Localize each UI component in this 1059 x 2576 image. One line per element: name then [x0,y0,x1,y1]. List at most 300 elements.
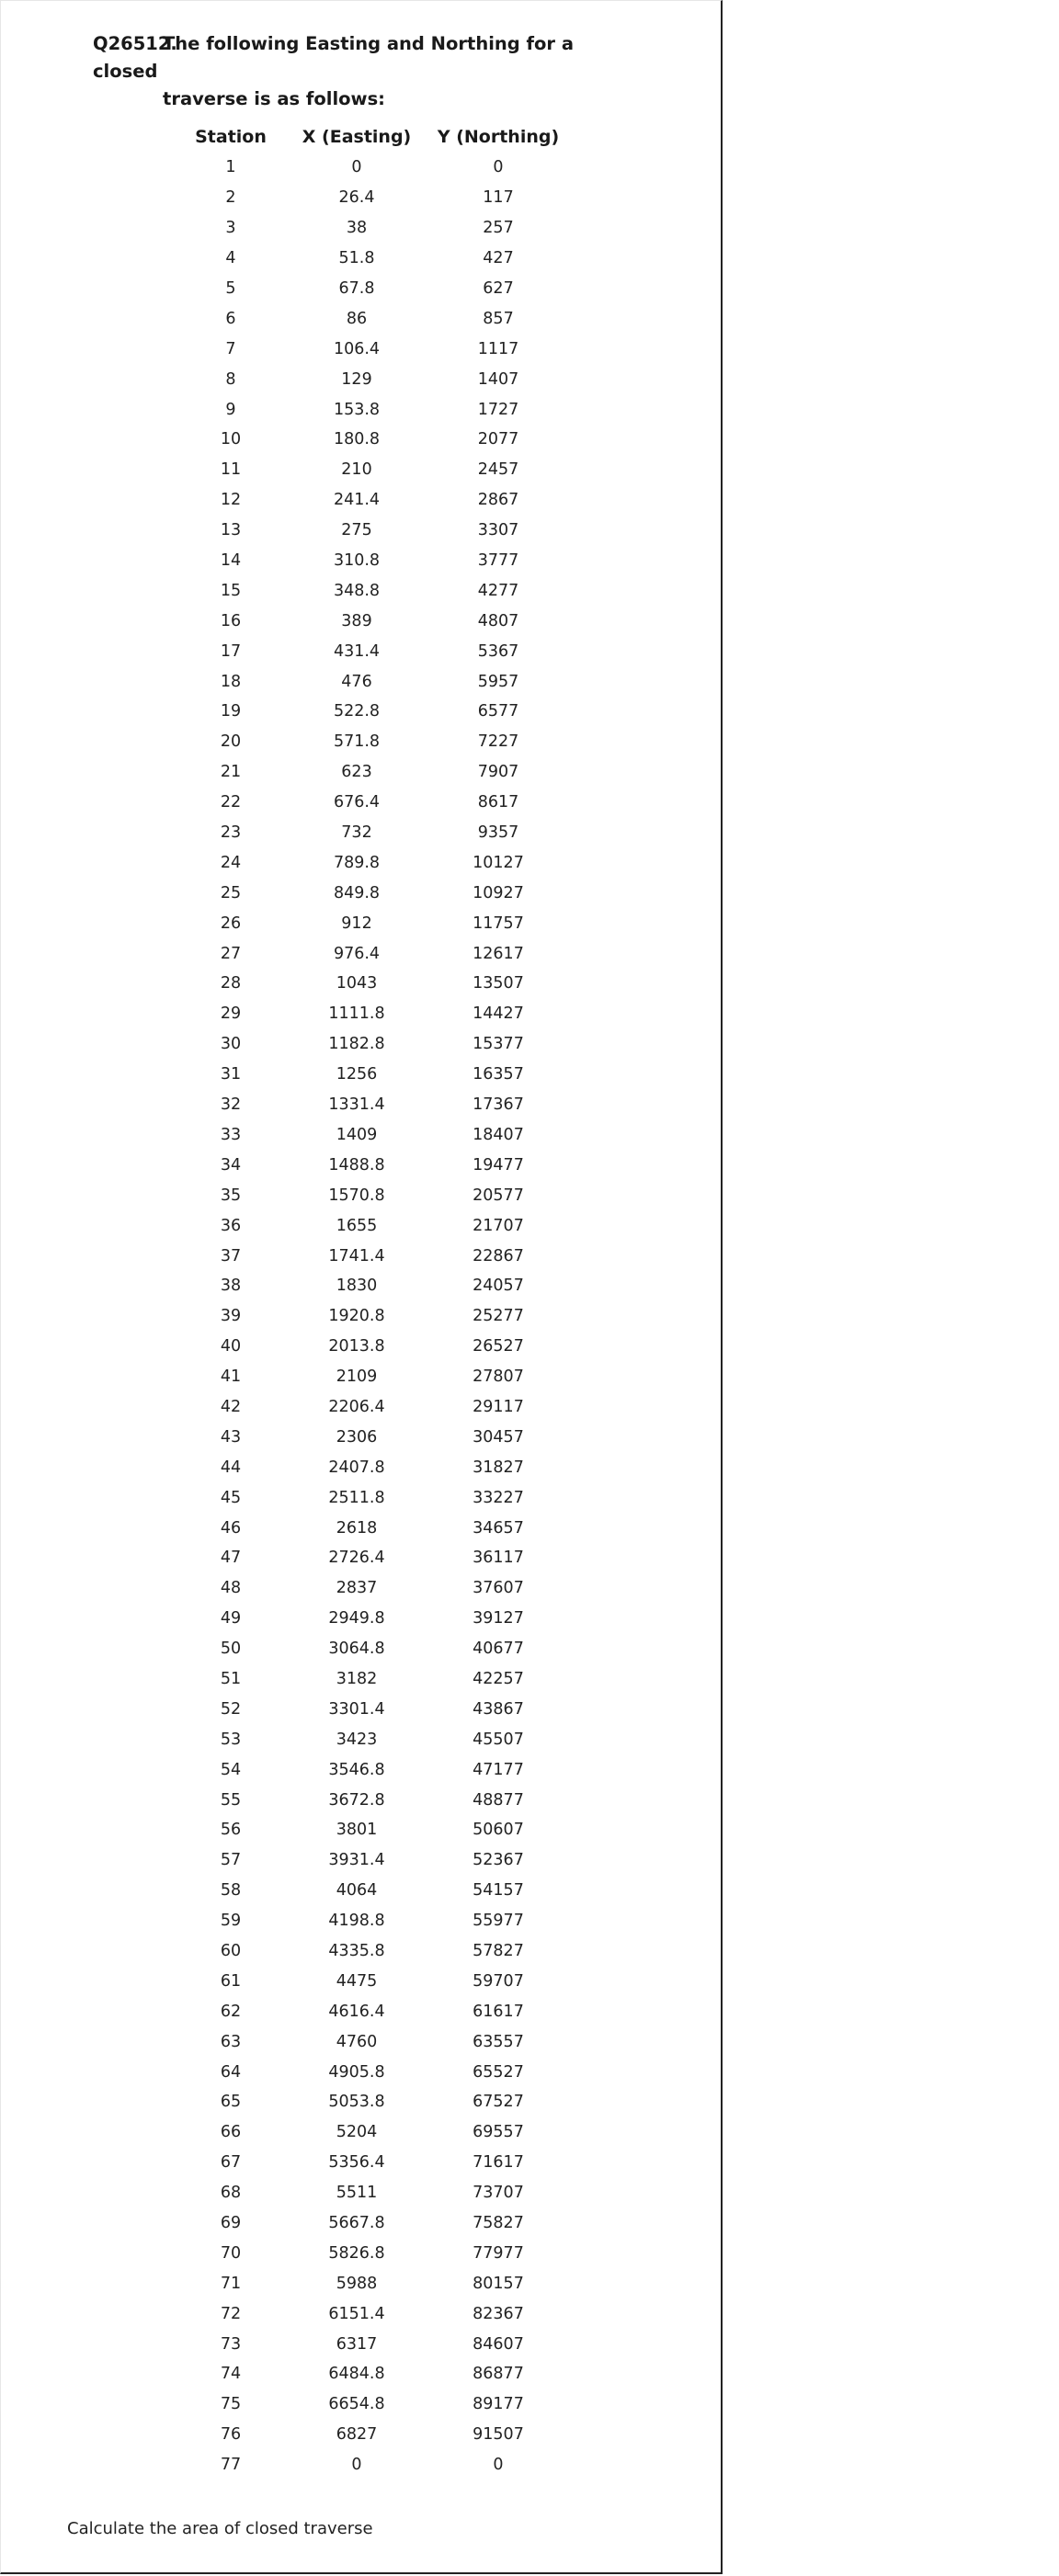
station-cell: 34 [220,1155,242,1175]
easting-cell: 3301.4 [328,1699,385,1719]
easting-cell: 5511 [336,2184,378,2203]
easting-cell: 676.4 [333,793,381,812]
northing-cell: 18407 [473,1125,524,1144]
table-row [176,1452,569,1482]
easting-cell: 6654.8 [328,2395,385,2414]
easting-cell: 2206.4 [328,1397,385,1416]
station-cell: 27 [220,944,242,963]
station-cell: 44 [220,1458,242,1477]
table-row [176,969,569,999]
easting-cell: 1111.8 [328,1004,385,1024]
station-cell: 29 [220,1004,242,1024]
northing-cell: 34657 [473,1518,524,1538]
easting-cell: 1655 [336,1216,378,1235]
easting-cell: 1920.8 [328,1307,385,1326]
northing-cell: 257 [483,219,514,238]
northing-cell: 117 [483,188,514,208]
easting-cell: 3546.8 [328,1760,385,1779]
station-cell: 20 [220,732,242,752]
northing-cell: 67527 [473,2093,524,2112]
northing-cell: 82367 [473,2304,524,2323]
easting-cell: 522.8 [333,702,381,721]
easting-cell: 210 [341,460,372,480]
easting-cell: 3064.8 [328,1640,385,1659]
easting-cell: 431.4 [333,641,381,661]
easting-cell: 4475 [336,1971,378,1991]
question-text-line-2: traverse is as follows: [163,88,385,109]
station-cell: 13 [220,521,242,540]
table-row [176,2268,569,2298]
table-row [176,999,569,1029]
northing-cell: 3777 [477,551,519,571]
northing-cell: 27807 [473,1367,524,1387]
table-body [176,153,569,2480]
easting-cell: 2306 [336,1427,378,1447]
table-row [176,847,569,878]
northing-cell: 627 [483,279,514,298]
station-cell: 50 [220,1640,242,1659]
easting-cell: 623 [341,763,372,782]
easting-cell: 2407.8 [328,1458,385,1477]
station-cell: 43 [220,1427,242,1447]
station-cell: 16 [220,611,242,630]
northing-cell: 69557 [473,2123,524,2142]
easting-cell: 912 [341,914,372,933]
station-cell: 15 [220,581,242,600]
northing-cell: 11757 [473,914,524,933]
table-row [176,213,569,244]
header-easting: X (Easting) [302,126,412,147]
easting-cell: 2013.8 [328,1337,385,1356]
table-row [176,2359,569,2389]
easting-cell: 1830 [336,1277,378,1296]
easting-cell: 1256 [336,1065,378,1084]
table-row [176,1301,569,1332]
table-row [176,1332,569,1362]
table-row [176,1694,569,1724]
northing-cell: 45507 [473,1730,524,1749]
northing-cell: 77977 [473,2243,524,2263]
northing-cell: 12617 [473,944,524,963]
table-row [176,1664,569,1695]
table-row [176,274,569,304]
station-cell: 9 [225,400,236,419]
table-row [176,1634,569,1664]
station-cell: 52 [220,1699,242,1719]
station-cell: 22 [220,793,242,812]
easting-cell: 6317 [336,2334,378,2354]
northing-cell: 91507 [473,2425,524,2445]
station-cell: 67 [220,2153,242,2173]
northing-cell: 0 [493,2456,504,2475]
table-row [176,606,569,636]
station-cell: 14 [220,551,242,571]
table-row [176,394,569,425]
easting-cell: 2618 [336,1518,378,1538]
table-row [176,2057,569,2087]
northing-cell: 17367 [473,1095,524,1115]
station-cell: 41 [220,1367,242,1387]
table-row [176,1573,569,1604]
table-row [176,1906,569,1936]
station-cell: 61 [220,1971,242,1991]
table-row [176,2420,569,2450]
northing-cell: 2457 [477,460,519,480]
header-northing: Y (Northing) [437,126,560,147]
station-cell: 37 [220,1246,242,1265]
northing-cell: 59707 [473,1971,524,1991]
northing-cell: 57827 [473,1941,524,1960]
easting-cell: 26.4 [338,188,375,208]
header-station: Station [195,126,267,147]
table-row [176,2117,569,2148]
station-cell: 42 [220,1397,242,1416]
northing-cell: 0 [493,158,504,177]
easting-cell: 153.8 [333,400,381,419]
table-row [176,1392,569,1423]
northing-cell: 857 [483,309,514,328]
table-row [176,364,569,394]
table-row [176,455,569,485]
northing-cell: 86877 [473,2365,524,2384]
northing-cell: 75827 [473,2214,524,2232]
table-row [176,153,569,183]
table-row [176,1543,569,1573]
table-row [176,303,569,334]
easting-cell: 5667.8 [328,2214,385,2232]
easting-cell: 4616.4 [328,2002,385,2021]
easting-cell: 3423 [336,1730,378,1749]
table-row [176,818,569,848]
easting-cell: 1570.8 [328,1186,385,1205]
northing-cell: 15377 [473,1035,524,1054]
station-cell: 62 [220,2002,242,2021]
table-row [176,1996,569,2026]
table-row [176,516,569,546]
station-cell: 69 [220,2214,242,2232]
table-row [176,757,569,788]
question-line-1 [93,30,644,85]
table-header-row [176,120,569,153]
easting-cell: 38 [346,219,368,238]
station-cell: 23 [220,823,242,843]
station-cell: 57 [220,1851,242,1870]
northing-cell: 54157 [473,1881,524,1901]
station-cell: 45 [220,1488,242,1507]
easting-cell: 275 [341,521,372,540]
northing-cell: 73707 [473,2184,524,2203]
station-cell: 24 [220,853,242,872]
station-cell: 10 [220,430,242,449]
northing-cell: 7907 [477,763,519,782]
station-cell: 48 [220,1579,242,1598]
easting-cell: 976.4 [333,944,381,963]
easting-cell: 1331.4 [328,1095,385,1115]
table-row [176,1845,569,1876]
northing-cell: 37607 [473,1579,524,1598]
northing-cell: 3307 [477,521,519,540]
northing-cell: 84607 [473,2334,524,2354]
easting-cell: 310.8 [333,551,381,571]
northing-cell: 19477 [473,1155,524,1175]
easting-cell: 476 [341,672,372,691]
easting-cell: 571.8 [333,732,381,752]
table-row [176,2298,569,2329]
table-row [176,425,569,455]
table-row [176,2450,569,2480]
easting-cell: 106.4 [333,339,381,358]
northing-cell: 39127 [473,1609,524,1628]
table-row [176,244,569,274]
question-number: Q26512. [93,33,177,54]
table-row [176,1271,569,1301]
northing-cell: 2867 [477,491,519,510]
northing-cell: 5367 [477,641,519,661]
northing-cell: 1407 [477,369,519,389]
station-cell: 70 [220,2243,242,2263]
table-row [176,878,569,908]
northing-cell: 4807 [477,611,519,630]
table-row [176,2087,569,2117]
table-row [176,727,569,757]
station-cell: 38 [220,1277,242,1296]
station-cell: 64 [220,2062,242,2082]
table-row [176,1029,569,1060]
northing-cell: 6577 [477,702,519,721]
station-cell: 8 [225,369,236,389]
northing-cell: 47177 [473,1760,524,1779]
station-cell: 36 [220,1216,242,1235]
easting-cell: 389 [341,611,372,630]
northing-cell: 22867 [473,1246,524,1265]
table-row [176,2208,569,2239]
northing-cell: 1117 [477,339,519,358]
table-row [176,2148,569,2178]
table-row [176,1210,569,1241]
station-cell: 19 [220,702,242,721]
easting-cell: 67.8 [338,279,375,298]
easting-cell: 86 [346,309,368,328]
northing-cell: 33227 [473,1488,524,1507]
station-cell: 7 [225,339,236,358]
northing-cell: 30457 [473,1427,524,1447]
question-heading [93,30,644,113]
table-row [176,1362,569,1392]
northing-cell: 89177 [473,2395,524,2414]
table-row [176,666,569,697]
easting-cell: 129 [341,369,372,389]
northing-cell: 7227 [477,732,519,752]
station-cell: 39 [220,1307,242,1326]
table-row [176,1513,569,1543]
station-cell: 51 [220,1669,242,1688]
instruction-text: Calculate the area of closed traverse [67,2519,373,2538]
northing-cell: 48877 [473,1790,524,1810]
station-cell: 56 [220,1821,242,1840]
northing-cell: 427 [483,249,514,268]
northing-cell: 8617 [477,793,519,812]
northing-cell: 21707 [473,1216,524,1235]
station-cell: 76 [220,2425,242,2445]
northing-cell: 26527 [473,1337,524,1356]
table-row [176,485,569,516]
easting-cell: 0 [351,2456,362,2475]
northing-cell: 13507 [473,974,524,993]
northing-cell: 52367 [473,1851,524,1870]
easting-cell: 2726.4 [328,1549,385,1568]
station-cell: 26 [220,914,242,933]
station-cell: 72 [220,2304,242,2323]
table-row [176,2178,569,2208]
northing-cell: 61617 [473,2002,524,2021]
table-row [176,1785,569,1815]
station-cell: 25 [220,883,242,902]
northing-cell: 63557 [473,2032,524,2051]
station-cell: 31 [220,1065,242,1084]
station-cell: 65 [220,2093,242,2112]
northing-cell: 1727 [477,400,519,419]
northing-cell: 14427 [473,1004,524,1024]
easting-cell: 4760 [336,2032,378,2051]
table-row [176,1936,569,1967]
station-cell: 35 [220,1186,242,1205]
easting-cell: 4064 [336,1881,378,1901]
table-row [176,908,569,938]
table-row [176,1604,569,1634]
station-cell: 28 [220,974,242,993]
station-cell: 54 [220,1760,242,1779]
table-row [176,1180,569,1210]
table-row [176,1241,569,1271]
easting-cell: 789.8 [333,853,381,872]
station-cell: 21 [220,763,242,782]
station-cell: 4 [225,249,236,268]
table-row [176,1422,569,1452]
northing-cell: 31827 [473,1458,524,1477]
northing-cell: 65527 [473,2062,524,2082]
table-row [176,1724,569,1754]
easting-cell: 4335.8 [328,1941,385,1960]
station-cell: 58 [220,1881,242,1901]
easting-cell: 180.8 [333,430,381,449]
table-row [176,697,569,727]
table-row [176,183,569,213]
table-row [176,1754,569,1785]
station-cell: 1 [225,158,236,177]
easting-cell: 348.8 [333,581,381,600]
easting-cell: 732 [341,823,372,843]
easting-cell: 5053.8 [328,2093,385,2112]
easting-cell: 4905.8 [328,2062,385,2082]
northing-cell: 4277 [477,581,519,600]
table-row [176,1120,569,1151]
easting-cell: 1488.8 [328,1155,385,1175]
easting-cell: 5826.8 [328,2243,385,2263]
table-row [176,1090,569,1120]
easting-cell: 241.4 [333,491,381,510]
northing-cell: 55977 [473,1912,524,1931]
station-cell: 53 [220,1730,242,1749]
station-cell: 3 [225,219,236,238]
station-cell: 74 [220,2365,242,2384]
northing-cell: 80157 [473,2274,524,2293]
northing-cell: 36117 [473,1549,524,1568]
table-row [176,2329,569,2359]
station-cell: 12 [220,491,242,510]
station-cell: 5 [225,279,236,298]
table-row [176,546,569,576]
easting-cell: 6484.8 [328,2365,385,2384]
northing-cell: 50607 [473,1821,524,1840]
northing-cell: 29117 [473,1397,524,1416]
station-cell: 2 [225,188,236,208]
station-cell: 55 [220,1790,242,1810]
northing-cell: 42257 [473,1669,524,1688]
table-row [176,788,569,818]
table-row [176,1060,569,1090]
table-row [176,938,569,969]
northing-cell: 71617 [473,2153,524,2173]
easting-cell: 3182 [336,1669,378,1688]
northing-cell: 2077 [477,430,519,449]
station-cell: 77 [220,2456,242,2475]
station-cell: 73 [220,2334,242,2354]
easting-cell: 1182.8 [328,1035,385,1054]
table-row [176,2389,569,2420]
station-cell: 59 [220,1912,242,1931]
question-text-line-1: The following Easting and Northing for a closed [93,33,574,82]
station-cell: 11 [220,460,242,480]
easting-cell: 3672.8 [328,1790,385,1810]
easting-cell: 6151.4 [328,2304,385,2323]
northing-cell: 40677 [473,1640,524,1659]
table-row [176,636,569,666]
table-row [176,1150,569,1180]
easting-cell: 1043 [336,974,378,993]
station-cell: 30 [220,1035,242,1054]
table-row [176,2238,569,2268]
station-cell: 32 [220,1095,242,1115]
table-row [176,575,569,606]
traverse-table [176,120,569,2480]
northing-cell: 10927 [473,883,524,902]
station-cell: 63 [220,2032,242,2051]
northing-cell: 5957 [477,672,519,691]
station-cell: 47 [220,1549,242,1568]
table-row [176,1876,569,1906]
easting-cell: 6827 [336,2425,378,2445]
northing-cell: 20577 [473,1186,524,1205]
easting-cell: 3801 [336,1821,378,1840]
station-cell: 49 [220,1609,242,1628]
station-cell: 18 [220,672,242,691]
easting-cell: 5356.4 [328,2153,385,2173]
easting-cell: 0 [351,158,362,177]
table-row [176,1966,569,1996]
easting-cell: 2949.8 [328,1609,385,1628]
easting-cell: 3931.4 [328,1851,385,1870]
station-cell: 6 [225,309,236,328]
station-cell: 33 [220,1125,242,1144]
northing-cell: 9357 [477,823,519,843]
easting-cell: 2511.8 [328,1488,385,1507]
easting-cell: 2109 [336,1367,378,1387]
station-cell: 60 [220,1941,242,1960]
easting-cell: 51.8 [338,249,375,268]
table-row [176,1815,569,1845]
northing-cell: 43867 [473,1699,524,1719]
northing-cell: 24057 [473,1277,524,1296]
